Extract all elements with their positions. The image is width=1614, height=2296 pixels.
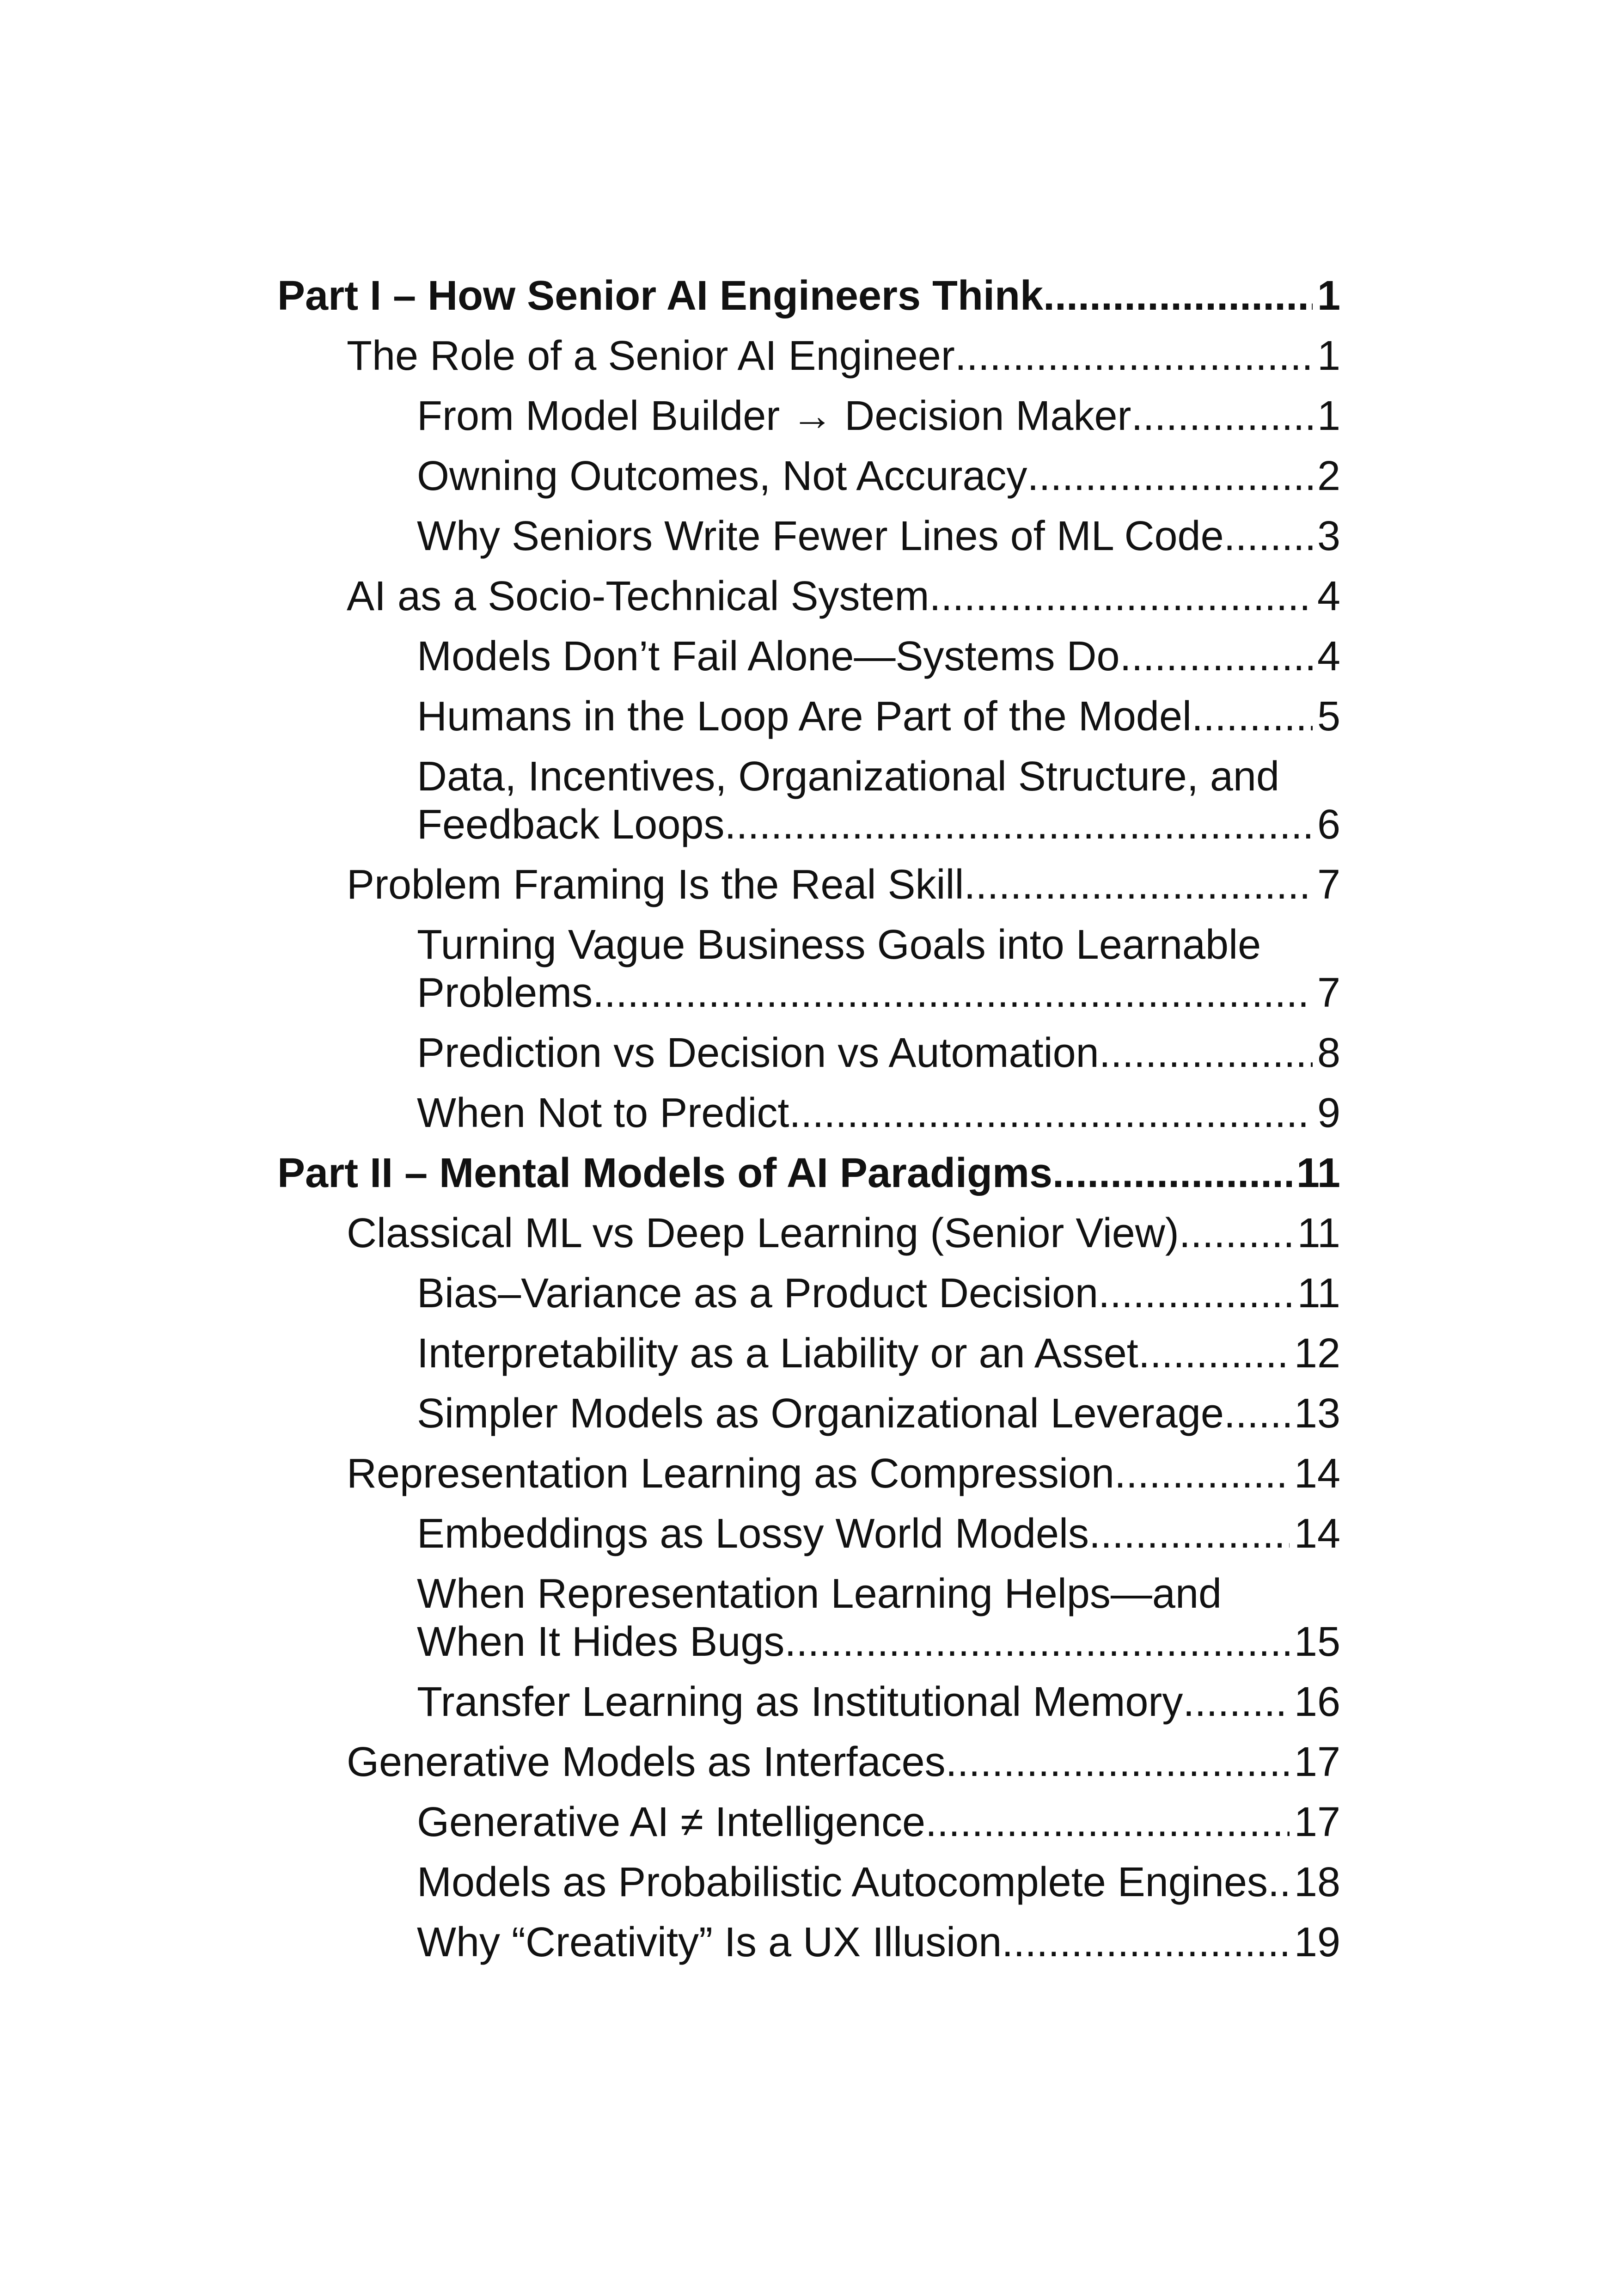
toc-section-entry[interactable] bbox=[277, 1918, 1340, 1966]
dot-leader bbox=[1052, 1149, 1292, 1197]
toc-entry-title: From Model Builder → Decision Maker bbox=[417, 393, 1131, 439]
toc-page-number: 16 bbox=[1294, 1679, 1340, 1725]
toc-entry-title: Models as Probabilistic Autocomplete Engines bbox=[417, 1859, 1268, 1905]
toc-entry-line bbox=[417, 1089, 1340, 1137]
toc-part-entry[interactable] bbox=[277, 1149, 1340, 1197]
toc-page-number: 17 bbox=[1294, 1739, 1340, 1785]
toc-entry-title: Classical ML vs Deep Learning (Senior View) bbox=[347, 1210, 1179, 1256]
toc-entry-line bbox=[417, 1269, 1340, 1317]
dot-leader bbox=[1192, 692, 1313, 741]
toc-page-number: 14 bbox=[1294, 1511, 1340, 1557]
toc-section-entry[interactable] bbox=[277, 452, 1340, 500]
toc-section-entry[interactable] bbox=[277, 1269, 1340, 1317]
dot-leader bbox=[1098, 1269, 1292, 1317]
toc-page-number: 1 bbox=[1317, 393, 1340, 439]
toc-section-entry[interactable] bbox=[277, 392, 1340, 440]
toc-section-entry[interactable] bbox=[277, 1678, 1340, 1726]
toc-entry-line bbox=[347, 572, 1340, 620]
toc-chapter-entry[interactable] bbox=[277, 1738, 1340, 1786]
toc-section-entry[interactable] bbox=[277, 1329, 1340, 1378]
dot-leader bbox=[1089, 1510, 1290, 1558]
dot-leader bbox=[1114, 1450, 1290, 1498]
toc-entry-title-line1: Turning Vague Business Goals into Learnable bbox=[417, 922, 1261, 968]
toc-page-number: 7 bbox=[1317, 862, 1340, 908]
toc-section-entry[interactable] bbox=[277, 512, 1340, 560]
toc-entry-line bbox=[347, 1209, 1340, 1257]
toc-entry-line bbox=[417, 452, 1340, 500]
toc-entry-title: Models Don’t Fail Alone—Systems Do bbox=[417, 633, 1120, 680]
dot-leader bbox=[1027, 452, 1313, 500]
dot-leader bbox=[1224, 512, 1313, 560]
toc-page-number: 17 bbox=[1294, 1799, 1340, 1845]
toc-entry-line bbox=[417, 1858, 1340, 1906]
toc-entry-line bbox=[417, 969, 1340, 1017]
toc-entry-title: Interpretability as a Liability or an Asset bbox=[417, 1330, 1138, 1377]
toc-entry-title-line1: When Representation Learning Helps—and bbox=[417, 1571, 1222, 1617]
toc-entry-title: Problem Framing Is the Real Skill bbox=[347, 862, 964, 908]
dot-leader bbox=[964, 861, 1312, 909]
toc-entry-title: Transfer Learning as Institutional Memory bbox=[417, 1679, 1183, 1725]
toc-entry-title: Prediction vs Decision vs Automation bbox=[417, 1030, 1099, 1076]
toc-entry-line bbox=[417, 1618, 1340, 1666]
toc-entry-title: Humans in the Loop Are Part of the Model bbox=[417, 693, 1192, 740]
toc-chapter-entry[interactable] bbox=[277, 1450, 1340, 1498]
toc-page-number: 2 bbox=[1317, 453, 1340, 499]
toc-section-entry[interactable] bbox=[277, 921, 1340, 1017]
table-of-contents bbox=[277, 272, 1340, 1978]
dot-leader bbox=[784, 1618, 1290, 1666]
toc-page-number: 4 bbox=[1317, 573, 1340, 619]
toc-entry-line bbox=[417, 1029, 1340, 1077]
dot-leader bbox=[1043, 272, 1313, 320]
toc-chapter-entry[interactable] bbox=[277, 572, 1340, 620]
toc-section-entry[interactable] bbox=[277, 1510, 1340, 1558]
toc-entry-line bbox=[417, 1918, 1340, 1966]
toc-entry-title-line2: Problems bbox=[417, 970, 593, 1016]
dot-leader bbox=[789, 1089, 1313, 1137]
toc-section-entry[interactable] bbox=[277, 1089, 1340, 1137]
toc-entry-line bbox=[417, 692, 1340, 741]
toc-page-number: 4 bbox=[1317, 633, 1340, 680]
dot-leader bbox=[1131, 392, 1312, 440]
toc-entry-line bbox=[417, 632, 1340, 680]
toc-entry-line bbox=[417, 1678, 1340, 1726]
toc-entry-title: Part II – Mental Models of AI Paradigms bbox=[277, 1150, 1053, 1196]
toc-entry-title: Embeddings as Lossy World Models bbox=[417, 1511, 1089, 1557]
toc-entry-line bbox=[347, 1450, 1340, 1498]
toc-entry-title: Owning Outcomes, Not Accuracy bbox=[417, 453, 1027, 499]
toc-chapter-entry[interactable] bbox=[277, 861, 1340, 909]
dot-leader bbox=[1138, 1329, 1290, 1378]
toc-section-entry[interactable] bbox=[277, 1858, 1340, 1906]
toc-entry-line bbox=[417, 1510, 1340, 1558]
toc-entry-line bbox=[277, 1149, 1340, 1197]
toc-entry-line bbox=[347, 861, 1340, 909]
toc-entry-line bbox=[347, 1738, 1340, 1786]
toc-page-number: 12 bbox=[1294, 1330, 1340, 1377]
toc-section-entry[interactable] bbox=[277, 632, 1340, 680]
dot-leader bbox=[1099, 1029, 1313, 1077]
dot-leader bbox=[1183, 1678, 1289, 1726]
dot-leader bbox=[1224, 1390, 1290, 1438]
dot-leader bbox=[925, 1798, 1290, 1846]
toc-entry-title: Representation Learning as Compression bbox=[347, 1451, 1114, 1497]
toc-entry-title-line2: When It Hides Bugs bbox=[417, 1619, 785, 1665]
toc-entry-line bbox=[277, 272, 1340, 320]
toc-entry-title: Why “Creativity” Is a UX Illusion bbox=[417, 1919, 1002, 1965]
toc-entry-title: Simpler Models as Organizational Leverage bbox=[417, 1390, 1224, 1437]
toc-page-number: 7 bbox=[1317, 970, 1340, 1016]
toc-section-entry[interactable] bbox=[277, 692, 1340, 741]
dot-leader bbox=[1268, 1858, 1290, 1906]
toc-entry-title: Bias–Variance as a Product Decision bbox=[417, 1270, 1099, 1316]
toc-entry-title-line1: Data, Incentives, Organizational Structure, and bbox=[417, 753, 1280, 800]
toc-section-entry[interactable] bbox=[277, 1570, 1340, 1666]
toc-section-entry[interactable] bbox=[277, 1390, 1340, 1438]
toc-entry-line bbox=[347, 332, 1340, 380]
toc-page-number: 13 bbox=[1294, 1390, 1340, 1437]
toc-page-number: 11 bbox=[1297, 1210, 1340, 1256]
toc-entry-title: AI as a Socio-Technical System bbox=[347, 573, 929, 619]
toc-page-number: 19 bbox=[1294, 1919, 1340, 1965]
toc-entry-title-line2: Feedback Loops bbox=[417, 802, 725, 848]
toc-entry-line bbox=[417, 512, 1340, 560]
toc-page-number: 8 bbox=[1317, 1030, 1340, 1076]
toc-entry-line bbox=[417, 801, 1340, 849]
toc-section-entry[interactable] bbox=[277, 1798, 1340, 1846]
toc-entry-line bbox=[417, 392, 1340, 440]
toc-entry-line bbox=[417, 1390, 1340, 1438]
toc-chapter-entry[interactable] bbox=[277, 1209, 1340, 1257]
toc-page-number: 5 bbox=[1317, 693, 1340, 740]
toc-section-entry[interactable] bbox=[277, 753, 1340, 849]
dot-leader bbox=[946, 1738, 1290, 1786]
dot-leader bbox=[1002, 1918, 1290, 1966]
toc-page-number: 3 bbox=[1317, 513, 1340, 559]
dot-leader bbox=[929, 572, 1313, 620]
toc-page-number: 14 bbox=[1294, 1451, 1340, 1497]
toc-entry-title: Why Seniors Write Fewer Lines of ML Code bbox=[417, 513, 1224, 559]
toc-chapter-entry[interactable] bbox=[277, 332, 1340, 380]
toc-entry-title: Generative AI ≠ Intelligence bbox=[417, 1799, 926, 1845]
dot-leader bbox=[724, 801, 1312, 849]
toc-entry-title: When Not to Predict bbox=[417, 1090, 789, 1136]
toc-section-entry[interactable] bbox=[277, 1029, 1340, 1077]
toc-entry-title: Part I – How Senior AI Engineers Think bbox=[277, 273, 1044, 319]
toc-entry-title: The Role of a Senior AI Engineer bbox=[347, 333, 955, 379]
toc-part-entry[interactable] bbox=[277, 272, 1340, 320]
toc-page-number: 11 bbox=[1296, 1150, 1340, 1196]
dot-leader bbox=[955, 332, 1313, 380]
toc-page-number: 9 bbox=[1317, 1090, 1340, 1136]
dot-leader bbox=[1179, 1209, 1293, 1257]
toc-entry-line bbox=[417, 1798, 1340, 1846]
toc-page-number: 11 bbox=[1297, 1270, 1340, 1316]
toc-page-number: 15 bbox=[1294, 1619, 1340, 1665]
dot-leader bbox=[593, 969, 1313, 1017]
toc-entry-title: Generative Models as Interfaces bbox=[347, 1739, 946, 1785]
toc-page-number: 18 bbox=[1294, 1859, 1340, 1905]
toc-page-number: 1 bbox=[1317, 273, 1340, 319]
toc-entry-line bbox=[417, 1329, 1340, 1378]
toc-page-number: 6 bbox=[1317, 802, 1340, 848]
toc-page-number: 1 bbox=[1317, 333, 1340, 379]
dot-leader bbox=[1120, 632, 1313, 680]
